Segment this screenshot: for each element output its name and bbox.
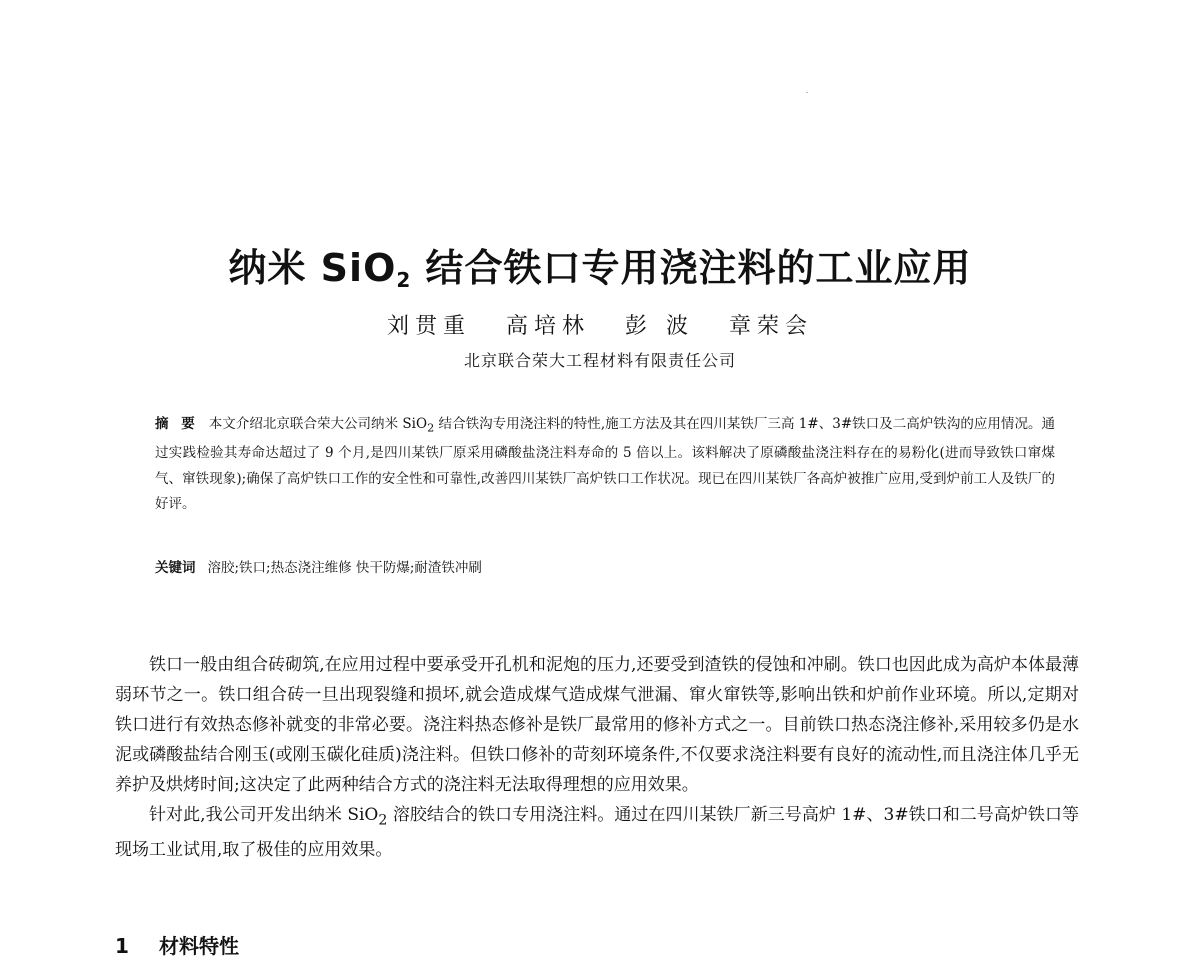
affiliation: 北京联合荣大工程材料有限责任公司 bbox=[463, 351, 736, 370]
body-paragraph: 铁口一般由组合砖砌筑,在应用过程中要承受开孔机和泥炮的压力,还要受到渣铁的侵蚀和冲刷。铁口也因此成为高炉本体最薄弱环节之一。铁口组合砖一旦出现裂缝和损坏,就会造成煤气造成煤气泄漏、窜火窜铁等,影响出铁和炉前作业环境。所以,定期对铁口进行有效热态修补就变的非常必要。浇注料热态修补是铁厂最常用的修补方式之一。目前铁口热态浇注修补,采用较多仍是水泥或磷酸盐结合刚玉(或刚玉碳化硅质)浇注料。但铁口修补的苛刻环境条件,不仅要求浇注料要有良好的流动性,而且浇注体几乎无养护及烘烤时间;这决定了此两种结合方式的浇注料无法取得理想的应用效果。 bbox=[115, 655, 1079, 795]
author-list bbox=[0, 309, 1200, 340]
abstract-text: 本文介绍北京联合荣大公司纳米 SiO$_2$ 结合铁沟专用浇注料的特性,施工方法及其在四川某铁厂三高 1#、3#铁口及二高炉铁沟的应用情况。通过实践检验其寿命达超过了 9 个月,是四川某铁厂原采用磷酸盐浇注料寿命的 5 倍以上。该料解决了原磷酸盐浇注料存在的易粉化(进而导致铁口窜煤气、窜铁现象);确保了高炉铁口工作的安全性和可靠性,改善四川某铁厂高炉铁口工作状况。现已在四川某铁厂各高炉被推广应用,受到炉前工人及铁厂的好评。 bbox=[155, 416, 1055, 513]
abstract bbox=[155, 412, 1055, 518]
paper-title: 纳米 SiO$_2$ 结合铁口专用浇注料的工业应用 bbox=[228, 246, 972, 293]
body-text bbox=[115, 650, 1079, 865]
section-heading bbox=[115, 930, 239, 959]
keywords-text: 溶胶;铁口;热态浇注维修 快干防爆;耐渣铁冲刷 bbox=[207, 560, 482, 576]
author-name: 章荣会 bbox=[729, 314, 814, 339]
abstract-label: 摘 要 bbox=[155, 416, 199, 432]
keywords-label: 关键词 bbox=[155, 560, 196, 576]
body-paragraph: 针对此,我公司开发出纳米 SiO$_2$ 溶胶结合的铁口专用浇注料。通过在四川某铁厂新三号高炉 1#、3#铁口和二号高炉铁口等现场工业试用,取了极佳的应用效果。 bbox=[115, 805, 1079, 861]
scan-speck bbox=[806, 92, 808, 93]
author-name: 高培林 bbox=[505, 314, 590, 339]
keywords bbox=[155, 557, 1055, 579]
section-number: 1 bbox=[115, 934, 129, 958]
section-title: 材料特性 bbox=[159, 934, 239, 958]
author-name: 刘贯重 bbox=[386, 314, 471, 339]
author-name: 彭 波 bbox=[625, 314, 694, 339]
